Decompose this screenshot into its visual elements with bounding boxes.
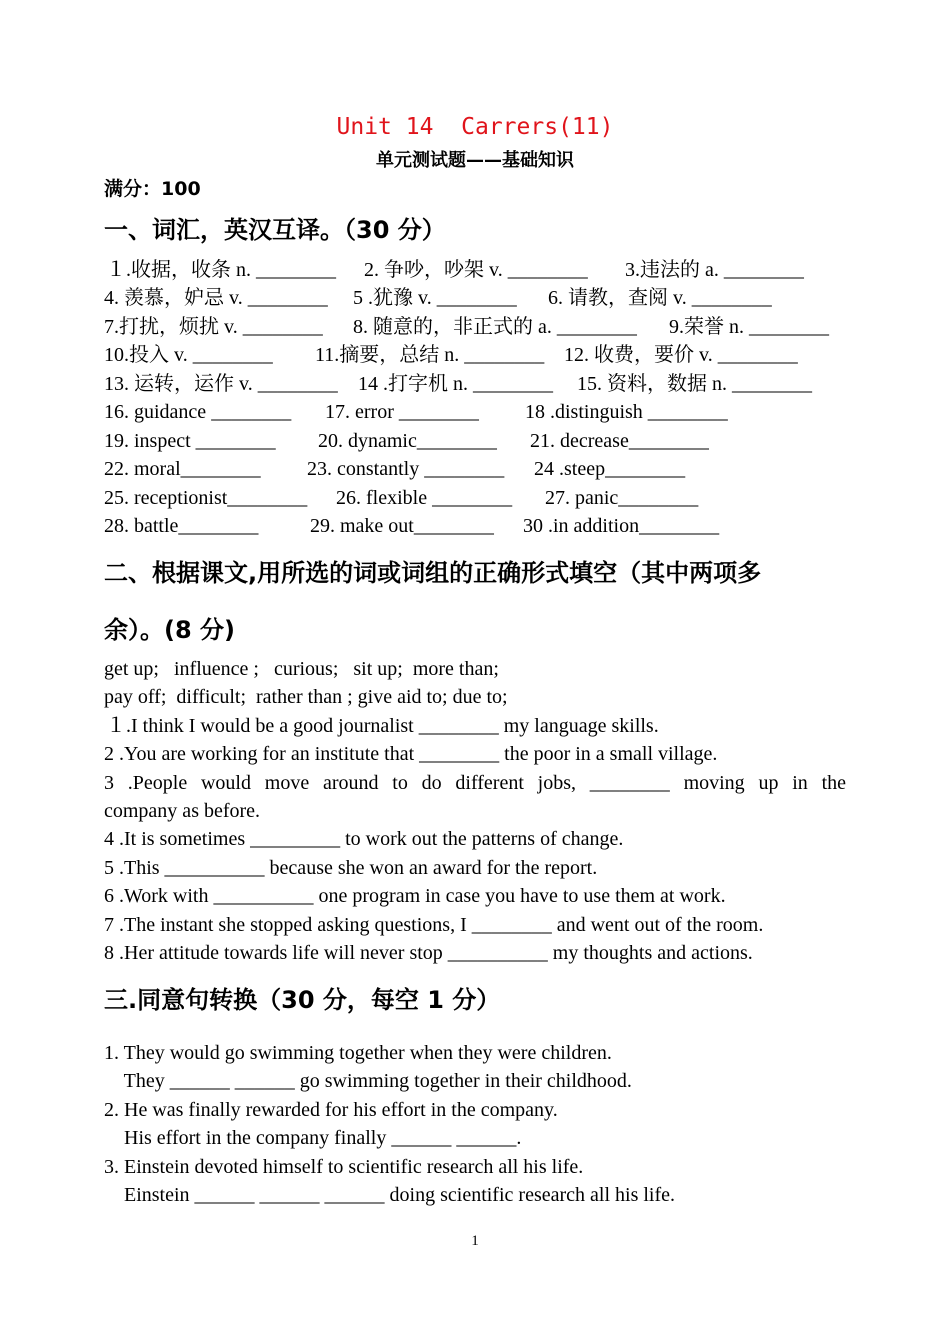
fill-question-5: 5 .This __________ because she won an award for the report. xyxy=(104,857,598,879)
vocab-item: 8. 随意的，非正式的 a. ________ xyxy=(353,316,637,338)
rewrite-question-1: 1. They would go swimming together when they were children. xyxy=(104,1042,612,1064)
fill-question-4: 4 .It is sometimes _________ to work out the patterns of change. xyxy=(104,828,624,850)
fill-question-3-line2: company as before. xyxy=(104,800,261,822)
vocab-item: 15. 资料，数据 n. ________ xyxy=(577,373,812,395)
section3-heading: 三.同意句转换（30 分，每空 1 分） xyxy=(104,986,501,1014)
fill-question-7: 7 .The instant she stopped asking questions, I ________ and went out of the room. xyxy=(104,914,764,936)
vocab-item: 28. battle________ xyxy=(104,515,259,537)
vocab-item: 26. flexible ________ xyxy=(336,487,513,509)
section2-heading-line2: 余）。(8 分) xyxy=(104,616,235,644)
vocab-item: １.收据，收条 n. ________ xyxy=(106,259,336,281)
page-title: Unit 14 Carrers(11) xyxy=(336,114,614,140)
vocab-item: 19. inspect ________ xyxy=(104,430,276,452)
fill-question-6: 6 .Work with __________ one program in case you have to use them at work. xyxy=(104,885,726,907)
vocab-item: 10.投入 v. ________ xyxy=(104,344,273,366)
vocab-item: 3.违法的 a. ________ xyxy=(625,259,804,281)
vocab-item: 2. 争吵，吵架 v. ________ xyxy=(364,259,588,281)
vocab-item: 9.荣誉 n. ________ xyxy=(669,316,829,338)
vocab-item: 29. make out________ xyxy=(310,515,494,537)
vocab-item: 7.打扰，烦扰 v. ________ xyxy=(104,316,323,338)
vocab-item: 21. decrease________ xyxy=(530,430,709,452)
vocab-item: 14 .打字机 n. ________ xyxy=(358,373,553,395)
vocab-item: 17. error ________ xyxy=(325,401,479,423)
full-score: 满分：100 xyxy=(104,178,201,200)
fill-question-1: １.I think I would be a good journalist ________ my language skills. xyxy=(106,715,659,737)
vocab-item: 24 .steep________ xyxy=(534,458,686,480)
vocab-item: 18 .distinguish ________ xyxy=(525,401,728,423)
section2-heading-line1: 二、根据课文,用所选的词或词组的正确形式填空（其中两项多 xyxy=(104,559,762,587)
vocab-item: 27. panic________ xyxy=(545,487,699,509)
vocab-item: 23. constantly ________ xyxy=(307,458,505,480)
vocab-item: 6. 请教，查阅 v. ________ xyxy=(548,287,772,309)
page-subtitle: 单元测试题——基础知识 xyxy=(376,150,574,171)
section1-heading: 一、词汇，英汉互译。（30 分） xyxy=(104,216,446,244)
rewrite-question-2: 2. He was finally rewarded for his effort in the company. xyxy=(104,1099,558,1121)
vocab-item: 16. guidance ________ xyxy=(104,401,292,423)
vocab-item: 11.摘要，总结 n. ________ xyxy=(315,344,545,366)
fill-question-3-line1: 3 .People would move around to do different jobs, ________ moving up in the xyxy=(104,772,846,794)
rewrite-answer-2: His effort in the company finally ______ ______. xyxy=(104,1127,522,1149)
vocab-item: 25. receptionist________ xyxy=(104,487,308,509)
rewrite-answer-3: Einstein ______ ______ ______ doing scientific research all his life. xyxy=(104,1184,675,1206)
vocab-item: 4. 羡慕，妒忌 v. ________ xyxy=(104,287,328,309)
vocab-item: 12. 收费，要价 v. ________ xyxy=(564,344,798,366)
vocab-item: 30 .in addition________ xyxy=(523,515,720,537)
rewrite-answer-1: They ______ ______ go swimming together in their childhood. xyxy=(104,1070,632,1092)
page-number: 1 xyxy=(471,1233,479,1249)
vocab-item: 5 .犹豫 v. ________ xyxy=(353,287,517,309)
fill-question-2: 2 .You are working for an institute that ________ the poor in a small village. xyxy=(104,743,718,765)
vocab-item: 13. 运转，运作 v. ________ xyxy=(104,373,338,395)
word-bank-line: get up; influence ; curious; sit up; more than; xyxy=(104,658,499,680)
fill-question-8: 8 .Her attitude towards life will never stop __________ my thoughts and actions. xyxy=(104,942,753,964)
vocab-item: 22. moral________ xyxy=(104,458,261,480)
word-bank-line: pay off; difficult; rather than ; give aid to; due to; xyxy=(104,686,508,708)
rewrite-question-3: 3. Einstein devoted himself to scientific research all his life. xyxy=(104,1156,584,1178)
vocab-item: 20. dynamic________ xyxy=(318,430,497,452)
